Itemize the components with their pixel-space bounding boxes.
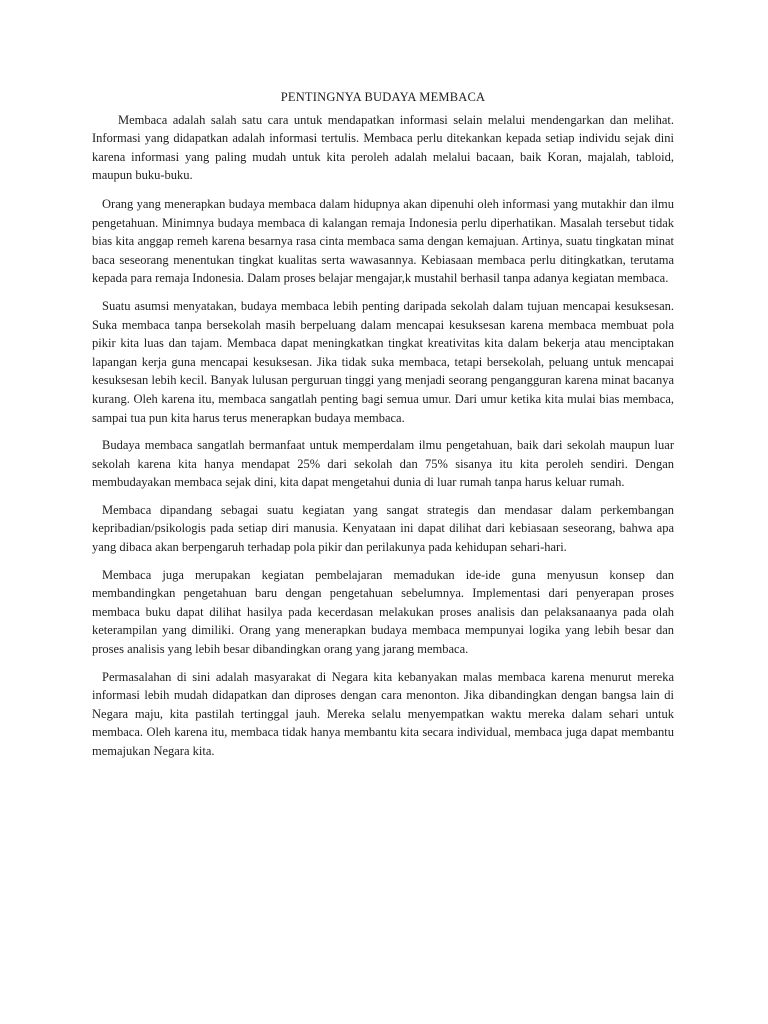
paragraph-6: Membaca juga merupakan kegiatan pembelajaran memadukan ide-ide guna menyusun konsep dan membandingkan pengetahuan baru dengan pengetahuan sebelumnya. Implementasi dari penyerapan proses membaca buku dapat dilihat hasilya pada kecerdasan melakukan proses analisis dan pelaksanaanya pada olah keterampilan yang dimiliki. Orang yang menerapkan budaya membaca mempunyai logika yang lebih besar dan proses analisis yang lebih besar dibandingkan orang yang jarang membaca. <box>92 567 674 657</box>
paragraph-2: Orang yang menerapkan budaya membaca dalam hidupnya akan dipenuhi oleh informasi yang mutakhir dan ilmu pengetahuan. Minimnya budaya membaca di kalangan remaja Indonesia perlu diperhatikan. Masalah tersebut tidak bias kita anggap remeh karena besarnya rasa cinta membaca sama dengan kemajuan. Artinya, suatu tingkatan minat baca seseorang menentukan tingkat kualitas serta wawasannya. Kebiasaan membaca perlu ditingkatkan, terutama kepada para remaja Indonesia. Dalam proses belajar mengajar,k mustahil berhasil tanpa adanya kegiatan membaca. <box>92 196 674 286</box>
paragraph-3: Suatu asumsi menyatakan, budaya membaca lebih penting daripada sekolah dalam tujuan mencapai kesuksesan. Suka membaca tanpa bersekolah masih berpeluang dalam mencapai kesuksesan karena membaca membuat pola pikir kita luas dan tajam. Membaca dapat meningkatkan tingkat kreativitas kita dalam bekerja atau menciptakan lapangan kerja guna mencapai kesuksesan. Jika tidak suka membaca, tetapi bersekolah, peluang untuk mencapai kesuksesan lebih kecil. Banyak lulusan perguruan tinggi yang menjadi seorang pengangguran karena minat bacanya kurang. Oleh karena itu, membaca sangatlah penting bagi semua umur. Dari umur ketika kita mulai bias membaca, sampai tua pun kita harus terus menerapkan budaya membaca. <box>92 298 674 425</box>
paragraph-1: Membaca adalah salah satu cara untuk mendapatkan informasi selain melalui mendengarkan dan melihat. Informasi yang didapatkan adalah informasi tertulis. Membaca perlu ditekankan kepada setiap individu sejak dini karena informasi yang paling mudah untuk kita peroleh adalah melalui bacaan, baik Koran, majalah, tabloid, maupun buku-buku. <box>92 112 674 183</box>
document-title: PENTINGNYA BUDAYA MEMBACA <box>280 90 486 104</box>
document-page <box>92 88 674 770</box>
paragraph-7: Permasalahan di sini adalah masyarakat di Negara kita kebanyakan malas membaca karena menurut mereka informasi lebih mudah didapatkan dan diproses dengan cara menonton. Jika dibandingkan dengan bangsa lain di Negara maju, kita pastilah tertinggal jauh. Mereka selalu menyempatkan waktu mereka dalam sehari untuk membaca. Oleh karena itu, membaca tidak hanya membantu kita secara individual, membaca juga dapat membantu memajukan Negara kita. <box>92 669 674 758</box>
paragraph-4: Budaya membaca sangatlah bermanfaat untuk memperdalam ilmu pengetahuan, baik dari sekolah maupun luar sekolah karena kita hanya mendapat 25% dari sekolah dan 75% sisanya itu kita peroleh sendiri. Dengan membudayakan membaca sejak dini, kita dapat mengetahui dunia di luar rumah tanpa harus keluar rumah. <box>92 438 674 490</box>
paragraph-5: Membaca dipandang sebagai suatu kegiatan yang sangat strategis dan mendasar dalam perkembangan kepribadian/psikologis pada setiap diri manusia. Kenyataan ini dapat dilihat dari kebiasaan seseorang, bahwa apa yang dibaca akan berpengaruh terhadap pola pikir dan perilakunya pada kehidupan sehari-hari. <box>92 502 674 555</box>
